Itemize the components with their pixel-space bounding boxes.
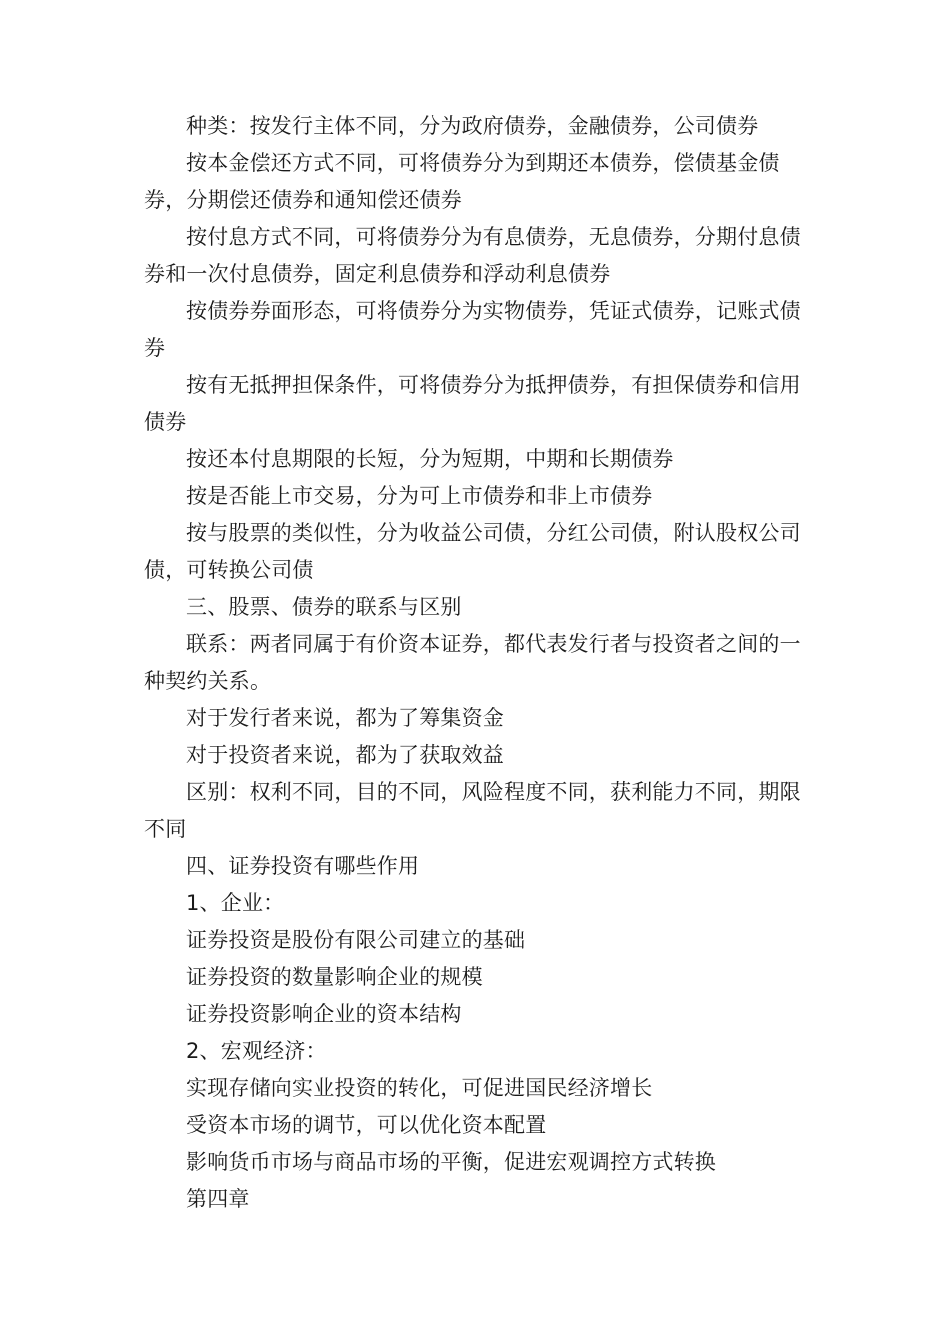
paragraph-difference: 区别：权利不同，目的不同，风险程度不同，获利能力不同，期限不同 (144, 780, 801, 841)
paragraph-interest-method: 按付息方式不同，可将债券分为有息债券，无息债券，分期付息债券和一次付息债券，固定利息债券和浮动利息债券 (144, 225, 801, 286)
document-body (144, 108, 808, 1218)
paragraph-connection: 联系：两者同属于有价资本证券，都代表发行者与投资者之间的一种契约关系。 (144, 632, 801, 693)
list-item: 受资本市场的调节，可以优化资本配置 (186, 1113, 547, 1137)
paragraph-stock-similarity: 按与股票的类似性，分为收益公司债，分红公司债，附认股权公司债，可转换公司债 (144, 521, 801, 582)
paragraph-maturity: 按还本付息期限的长短，分为短期，中期和长期债券 (186, 447, 674, 471)
list-item: 实现存储向实业投资的转化，可促进国民经济增长 (186, 1076, 653, 1100)
section-heading-3: 三、股票、债券的联系与区别 (186, 595, 462, 619)
list-item: 影响货币市场与商品市场的平衡，促进宏观调控方式转换 (186, 1150, 716, 1174)
list-item: 证券投资影响企业的资本结构 (186, 1002, 462, 1026)
paragraph-repayment-method: 按本金偿还方式不同，可将债券分为到期还本债券，偿债基金债券，分期偿还债券和通知偿还债券 (144, 151, 780, 212)
paragraph-listing: 按是否能上市交易，分为可上市债券和非上市债券 (186, 484, 653, 508)
section-heading-4: 四、证券投资有哪些作用 (186, 854, 420, 878)
paragraph-issuer: 对于发行者来说，都为了筹集资金 (186, 706, 504, 730)
list-item: 证券投资是股份有限公司建立的基础 (186, 928, 526, 952)
paragraph-bond-types: 种类：按发行主体不同，分为政府债券，金融债券，公司债券 (186, 114, 759, 138)
subheading-macroeconomy: 2、宏观经济： (186, 1039, 327, 1063)
paragraph-certificate-form: 按债券券面形态，可将债券分为实物债券，凭证式债券，记账式债券 (144, 299, 801, 360)
list-item: 证券投资的数量影响企业的规模 (186, 965, 483, 989)
chapter-heading: 第四章 (186, 1187, 250, 1211)
paragraph-collateral: 按有无抵押担保条件，可将债券分为抵押债券，有担保债券和信用债券 (144, 373, 801, 434)
subheading-enterprise: 1、企业： (186, 891, 285, 915)
paragraph-investor: 对于投资者来说，都为了获取效益 (186, 743, 504, 767)
